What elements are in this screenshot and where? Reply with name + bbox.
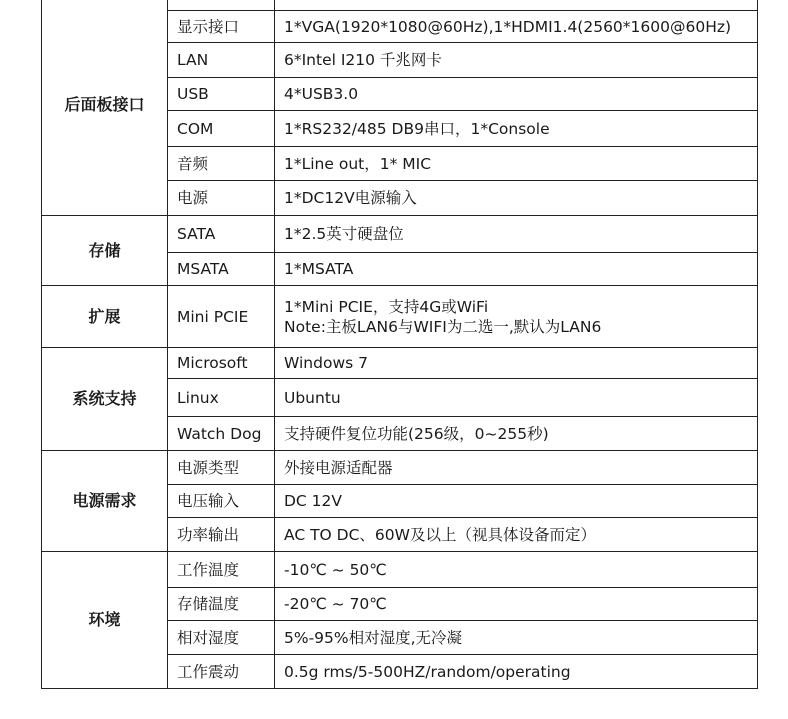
row-name: SATA [168,216,275,253]
row-value: DC 12V [275,485,758,518]
group-label: 系统支持 [42,348,168,451]
group-label: 存储 [42,216,168,286]
row-name: 电源 [168,181,275,216]
row-value: 5%-95%相对湿度,无冷凝 [275,621,758,655]
row-name: 音频 [168,147,275,181]
row-value: Ubuntu [275,379,758,417]
row-value [275,286,758,348]
row-value: 1*DC12V电源输入 [275,181,758,216]
table-row [42,0,758,11]
row-name: Mini PCIE [168,286,275,348]
row-name: LAN [168,43,275,78]
row-name: 相对湿度 [168,621,275,655]
row-name: 电源类型 [168,451,275,485]
row-name: USB [168,78,275,111]
row-value: 支持硬件复位功能(256级，0~255秒) [275,417,758,451]
row-name: Microsoft [168,348,275,379]
row-value: 1*Line out，1* MIC [275,147,758,181]
row-value: 6*Intel I210 千兆网卡 [275,43,758,78]
table-row [42,286,758,348]
row-name: 存储温度 [168,588,275,621]
row-value-note: Note:主板LAN6与WIFI为二选一,默认为LAN6 [284,317,602,336]
row-name: Watch Dog [168,417,275,451]
row-name: 工作震动 [168,655,275,689]
row-name: Linux [168,379,275,417]
row-value [275,0,758,11]
table-row [42,552,758,588]
row-name: 工作温度 [168,552,275,588]
row-value: 0.5g rms/5-500HZ/random/operating [275,655,758,689]
row-value: 1*RS232/485 DB9串口，1*Console [275,111,758,147]
group-label: 后面板接口 [42,0,168,216]
row-value-line: 1*Mini PCIE，支持4G或WiFi [284,297,489,316]
row-value: 1*MSATA [275,253,758,286]
row-value: 外接电源适配器 [275,451,758,485]
row-value: -20℃ ~ 70℃ [275,588,758,621]
row-value: 1*VGA(1920*1080@60Hz),1*HDMI1.4(2560*1600@60Hz) [275,11,758,43]
row-name: MSATA [168,253,275,286]
row-value: Windows 7 [275,348,758,379]
row-value: -10℃ ~ 50℃ [275,552,758,588]
row-value: AC TO DC、60W及以上（视具体设备而定） [275,518,758,552]
group-label: 扩展 [42,286,168,348]
table-row [42,451,758,485]
group-label: 电源需求 [42,451,168,552]
table-row [42,348,758,379]
row-name: COM [168,111,275,147]
row-value: 4*USB3.0 [275,78,758,111]
row-name: 功率输出 [168,518,275,552]
row-name: 显示接口 [168,11,275,43]
spec-table [41,0,758,689]
row-name [168,0,275,11]
group-label: 环境 [42,552,168,689]
row-value: 1*2.5英寸硬盘位 [275,216,758,253]
table-row [42,216,758,253]
row-name: 电压输入 [168,485,275,518]
